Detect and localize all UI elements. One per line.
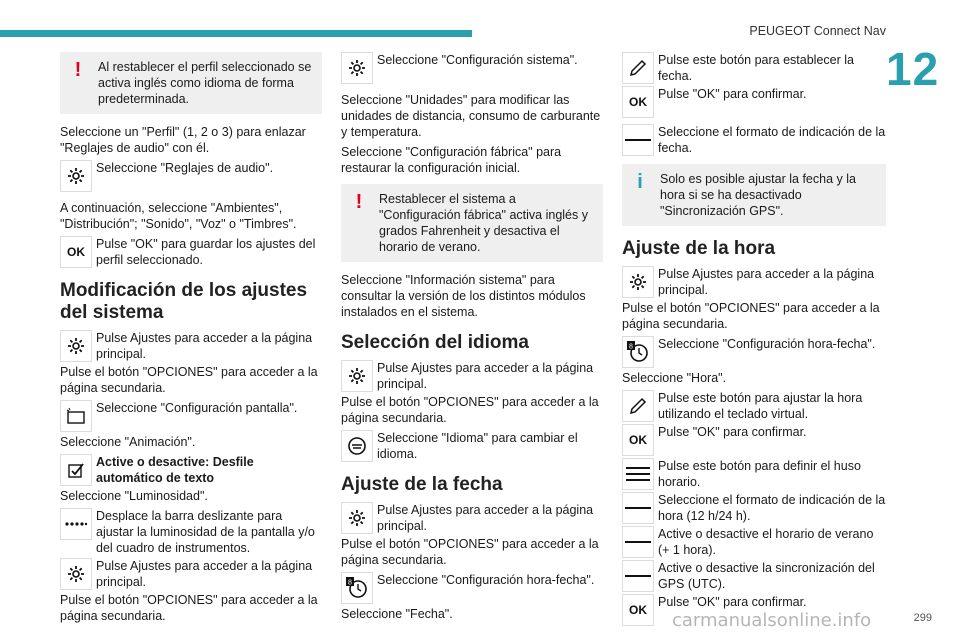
step-establecer-fecha: Pulse este botón para establecer la fecha.: [622, 52, 886, 84]
warning-icon: !: [355, 191, 363, 213]
language-icon: [341, 430, 373, 462]
checkbox-icon: [60, 454, 92, 486]
info-icon: i: [637, 171, 643, 193]
step-sync: Active o desactive la sincronización del GPS (UTC).: [622, 560, 886, 592]
warning-note-reset-profile: [60, 52, 322, 114]
step-reglajes-audio: Seleccione "Reglajes de audio".: [60, 160, 322, 192]
clock-badge: 8: [629, 343, 633, 351]
ok-icon: OK: [60, 236, 92, 268]
info-note-gps: [622, 164, 886, 226]
step-ajustes-2: Pulse Ajustes para acceder a la página principal.: [60, 558, 322, 590]
step-ajustar-hora: Pulse este botón para ajustar la hora utilizando el teclado virtual.: [622, 390, 886, 422]
step-ok-3: OK Pulse "OK" para confirmar.: [622, 594, 886, 626]
slider-icon: [60, 508, 92, 540]
ok-icon: OK: [622, 424, 654, 456]
ok-icon: OK: [622, 594, 654, 626]
step-config-pantalla: Seleccione "Configuración pantalla".: [60, 400, 322, 432]
step-config-sistema: Seleccione "Configuración sistema".: [341, 52, 603, 84]
ok-icon: OK: [622, 86, 654, 118]
paragraph-unidades: Seleccione "Unidades" para modificar las unidades de distancia, consumo de carburante y temperatura.: [341, 93, 601, 139]
paragraph-hora: Seleccione "Hora".: [622, 371, 727, 385]
pencil-icon: [622, 390, 654, 422]
gear-icon: [60, 330, 92, 362]
clock-badge: 8: [348, 579, 352, 587]
paragraph-opciones: Pulse el botón "OPCIONES" para acceder a la página secundaria.: [341, 395, 599, 425]
column-2: [341, 52, 603, 626]
gear-icon: [341, 52, 373, 84]
paragraph-opciones: Pulse el botón "OPCIONES" para acceder a la página secundaria.: [622, 301, 880, 331]
step-idioma: Seleccione "Idioma" para cambiar el idioma.: [341, 430, 603, 462]
watermark: carmanualsonline.info: [672, 610, 872, 631]
step-ok-guardar: OK Pulse "OK" para guardar los ajustes del perfil seleccionado.: [60, 236, 322, 268]
clock-icon: [341, 572, 373, 604]
step-ajustes: Pulse Ajustes para acceder a la página principal.: [622, 266, 886, 298]
step-verano: Active o desactive el horario de verano (+ 1 hora).: [622, 526, 886, 558]
step-formato-fecha: Seleccione el formato de indicación de la fecha.: [622, 124, 886, 156]
heading-seleccion-idioma: Selección del idioma: [341, 332, 529, 353]
column-3: [622, 52, 886, 628]
paragraph-perfil: Seleccione un "Perfil" (1, 2 o 3) para enlazar "Reglajes de audio" con él.: [60, 125, 306, 155]
step-ajustes: Pulse Ajustes para acceder a la página principal.: [341, 360, 603, 392]
gear-icon: [341, 360, 373, 392]
clock-icon: [622, 336, 654, 368]
heading-modificacion-sistema: Modificación de los ajustes del sistema: [60, 280, 308, 323]
format-line-icon: [622, 560, 654, 592]
format-line-icon: [622, 526, 654, 558]
menu-lines-icon: [622, 458, 654, 490]
paragraph-opciones: Pulse el botón "OPCIONES" para acceder a la página secundaria.: [60, 365, 318, 395]
step-desfile: Active o desactive: Desfile automático de texto: [60, 454, 322, 486]
header-accent-bar: [0, 30, 472, 37]
note-text: Solo es posible ajustar la fecha y la hora si se ha desactivado "Sincronización GPS".: [660, 172, 856, 218]
paragraph-fabrica: Seleccione "Configuración fábrica" para restaurar la configuración inicial.: [341, 145, 562, 175]
warning-note-restablecer: [341, 184, 603, 262]
screen-brightness-icon: [60, 400, 92, 432]
paragraph-luminosidad: Seleccione "Luminosidad".: [60, 489, 208, 503]
gear-icon: [60, 558, 92, 590]
heading-ajuste-hora: Ajuste de la hora: [622, 238, 776, 259]
paragraph-ambientes: A continuación, seleccione "Ambientes", "Distribución"; "Sonido", "Voz" o "Timbres".: [60, 201, 297, 231]
gear-icon: [60, 160, 92, 192]
paragraph-animacion: Seleccione "Animación".: [60, 435, 196, 449]
gear-icon: [622, 266, 654, 298]
step-config-hora-fecha: 8 Seleccione "Configuración hora-fecha".: [622, 336, 886, 368]
step-config-hora-fecha: 8 Seleccione "Configuración hora-fecha".: [341, 572, 603, 604]
header-title: PEUGEOT Connect Nav: [749, 24, 886, 38]
note-text: Al restablecer el perfil seleccionado se activa inglés como idioma de forma predeterminada.: [98, 60, 312, 106]
format-line-icon: [622, 492, 654, 524]
paragraph-opciones-2: Pulse el botón "OPCIONES" para acceder a la página secundaria.: [341, 537, 599, 567]
format-line-icon: [622, 124, 654, 156]
step-ok: OK Pulse "OK" para confirmar.: [622, 86, 886, 118]
note-text: Restablecer el sistema a "Configuración fábrica" activa inglés y grados Fahrenheit y desactiva el horario de verano.: [379, 192, 588, 254]
step-formato-hora: Seleccione el formato de indicación de la hora (12 h/24 h).: [622, 492, 886, 524]
step-ok-2: OK Pulse "OK" para confirmar.: [622, 424, 886, 456]
step-barra-deslizante: Desplace la barra deslizante para ajustar la luminosidad de la pantalla y/o del cuadro de instrumentos.: [60, 508, 322, 556]
pencil-icon: [622, 52, 654, 84]
gear-icon: [341, 502, 373, 534]
paragraph-info-sistema: Seleccione "Información sistema" para consultar la versión de los distintos módulos instalados en el sistema.: [341, 273, 586, 319]
step-ajustes: Pulse Ajustes para acceder a la página principal.: [60, 330, 322, 362]
step-ajustes-2: Pulse Ajustes para acceder a la página principal.: [341, 502, 603, 534]
paragraph-opciones-2: Pulse el botón "OPCIONES" para acceder a la página secundaria.: [60, 593, 318, 623]
chapter-number: 12: [886, 43, 940, 95]
paragraph-fecha: Seleccione "Fecha".: [341, 607, 453, 621]
step-huso: Pulse este botón para definir el huso horario.: [622, 458, 886, 490]
heading-ajuste-fecha: Ajuste de la fecha: [341, 474, 503, 495]
page-number: 299: [913, 612, 932, 624]
warning-icon: !: [74, 59, 82, 81]
column-1: [60, 52, 322, 628]
